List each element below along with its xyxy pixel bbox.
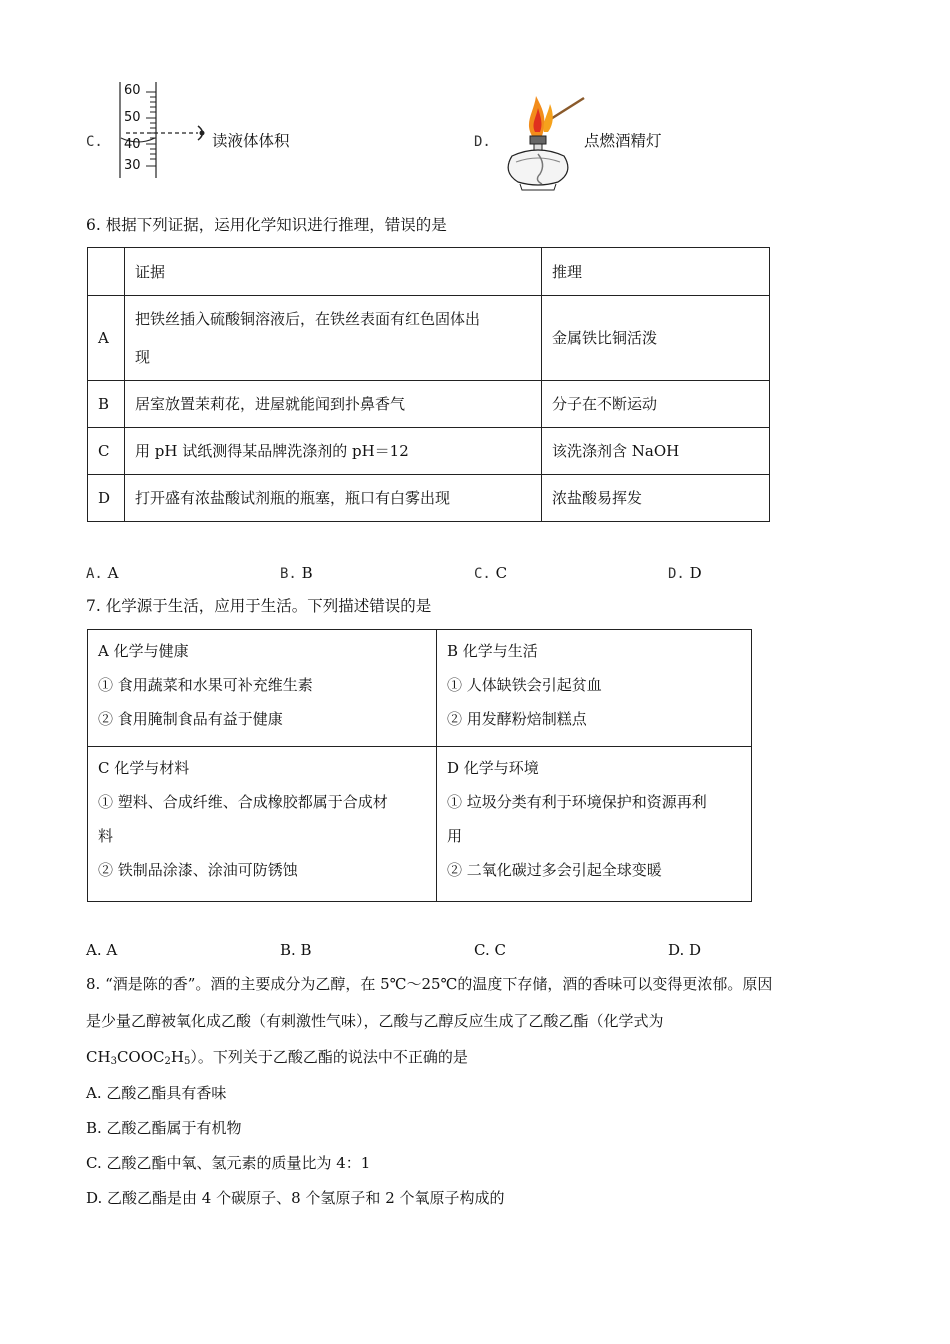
formula-subscript: 2 (164, 1056, 171, 1067)
q7-cell-c-title: C 化学与材料 (98, 759, 190, 777)
q6-row-c-evidence: 用 pH 试纸测得某品牌洗涤剂的 pH＝12 (125, 428, 542, 475)
q8-option-c[interactable]: C. 乙酸乙酯中氧、氢元素的质量比为 4：1 (86, 1154, 371, 1172)
option-letter: A. (86, 566, 103, 582)
q7-cell-a-item1: ① 食用蔬菜和水果可补充维生素 (98, 676, 313, 694)
q7-cell-c-item1-cont: 料 (98, 827, 114, 845)
q7-cell-c-item1: ① 塑料、合成纤维、合成橡胶都属于合成材 (98, 793, 388, 811)
q8-stem-line2: 是少量乙醇被氧化成乙酸（有刺激性气味），乙酸与乙醇反应生成了乙酸乙酯（化学式为 (86, 1012, 664, 1030)
option-text: A (107, 564, 119, 582)
formula-part: CH (86, 1048, 111, 1066)
q6-option-a[interactable] (86, 564, 118, 582)
table-row (88, 296, 770, 381)
q7-description-table (87, 629, 752, 902)
q6-row-d-key: D (88, 475, 125, 522)
q7-option-b[interactable]: B. B (280, 941, 312, 959)
q5-option-d-letter: D. (474, 134, 491, 150)
q7-stem: 7. 化学源于生活，应用于生活。下列描述错误的是 (86, 597, 432, 615)
table-row (88, 381, 770, 428)
q8-stem-line3 (86, 1050, 468, 1067)
q8-stem-line3-rest: ）。下列关于乙酸乙酯的说法中不正确的是 (190, 1048, 468, 1066)
q6-row-c-key: C (88, 428, 125, 475)
q8-option-b[interactable]: B. 乙酸乙酯属于有机物 (86, 1119, 242, 1137)
q6-option-d[interactable] (668, 564, 702, 582)
table-row (88, 747, 752, 902)
option-text: C (495, 564, 508, 582)
cylinder-scale-30: 30 (124, 158, 141, 173)
q7-cell-d-item2: ② 二氧化碳过多会引起全球变暖 (447, 861, 662, 879)
option-letter: D. (668, 566, 685, 582)
q6-row-b-evidence: 居室放置茉莉花，进屋就能闻到扑鼻香气 (125, 381, 542, 428)
q6-row-d-evidence: 打开盛有浓盐酸试剂瓶的瓶塞，瓶口有白雾出现 (125, 475, 542, 522)
q5-option-d-caption: 点燃酒精灯 (584, 132, 662, 150)
cylinder-scale-60: 60 (124, 83, 141, 98)
q7-cell-b-item1: ① 人体缺铁会引起贫血 (447, 676, 602, 694)
q7-cell-d (437, 747, 752, 902)
formula-subscript: 3 (110, 1056, 117, 1067)
cylinder-scale-40: 40 (124, 137, 141, 152)
q6-row-a-evidence (125, 296, 542, 381)
q7-cell-b-title: B 化学与生活 (447, 642, 538, 660)
q8-option-d[interactable]: D. 乙酸乙酯是由 4 个碳原子、8 个氢原子和 2 个氧原子构成的 (86, 1189, 505, 1207)
q7-cell-d-item1-cont: 用 (447, 827, 463, 845)
q7-cell-b (437, 630, 752, 747)
q6-header-inference: 推理 (542, 248, 770, 296)
q6-evidence-table (87, 247, 770, 522)
q6-row-c-inference: 该洗涤剂含 NaOH (542, 428, 770, 475)
q7-cell-a-item2: ② 食用腌制食品有益于健康 (98, 710, 283, 728)
table-row (88, 475, 770, 522)
q6-row-a-evidence-line1: 把铁丝插入硫酸铜溶液后，在铁丝表面有红色固体出 (135, 310, 481, 328)
formula-part: COOC (116, 1048, 165, 1066)
q6-header-blank (88, 248, 125, 296)
table-row (88, 428, 770, 475)
q6-option-b[interactable] (280, 564, 313, 582)
option-letter: C. (474, 566, 491, 582)
q7-cell-c-item2: ② 铁制品涂漆、涂油可防锈蚀 (98, 861, 298, 879)
formula-part: H (170, 1048, 184, 1066)
q7-cell-b-item2: ② 用发酵粉焙制糕点 (447, 710, 587, 728)
q8-stem-line1: 8. “酒是陈的香”。酒的主要成分为乙醇，在 5℃～25℃的温度下存储，酒的香味可以变得更浓郁。原因 (86, 975, 773, 993)
option-letter: B. (280, 566, 297, 582)
q6-row-b-key: B (88, 381, 125, 428)
alcohol-lamp-lighting-figure (498, 92, 586, 192)
q7-cell-a (88, 630, 437, 747)
q6-option-c[interactable] (474, 564, 507, 582)
q7-option-a[interactable]: A. A (86, 941, 118, 959)
q7-option-d[interactable]: D. D (668, 941, 702, 959)
q7-cell-a-title: A 化学与健康 (98, 642, 189, 660)
option-text: B (301, 564, 313, 582)
cylinder-scale-50: 50 (124, 110, 141, 125)
table-row (88, 248, 770, 296)
formula-subscript: 5 (183, 1056, 191, 1067)
q7-cell-c (88, 747, 437, 902)
q6-header-evidence: 证据 (125, 248, 542, 296)
option-text: D (689, 564, 702, 582)
q7-cell-d-item1: ① 垃圾分类有利于环境保护和资源再利 (447, 793, 707, 811)
q6-row-a-inference: 金属铁比铜活泼 (542, 296, 770, 381)
q7-cell-d-title: D 化学与环境 (447, 759, 539, 777)
q6-row-a-key: A (88, 296, 125, 381)
table-row (88, 630, 752, 747)
q6-row-b-inference: 分子在不断运动 (542, 381, 770, 428)
q7-option-c[interactable]: C. C (474, 941, 506, 959)
q6-row-a-evidence-line2: 现 (135, 348, 151, 366)
q8-option-a[interactable]: A. 乙酸乙酯具有香味 (86, 1084, 227, 1102)
q6-row-d-inference: 浓盐酸易挥发 (542, 475, 770, 522)
q5-option-c-letter: C. (86, 134, 103, 150)
q6-stem: 6. 根据下列证据，运用化学知识进行推理，错误的是 (86, 216, 447, 234)
eye-icon (198, 126, 205, 140)
q5-option-c-caption: 读液体体积 (212, 132, 290, 150)
